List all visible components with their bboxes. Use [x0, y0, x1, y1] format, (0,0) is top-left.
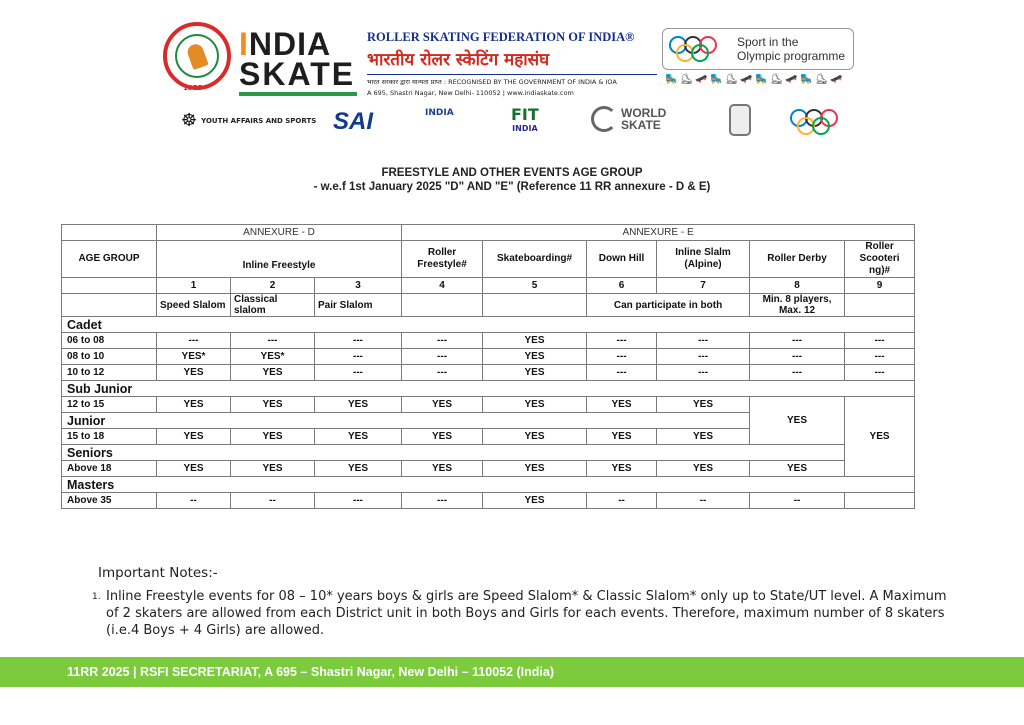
- scooter-merged-cell: YES: [845, 397, 915, 477]
- annexure-row: [62, 225, 915, 241]
- table-cell: YES*: [157, 349, 231, 365]
- table-cell: YES: [402, 429, 483, 445]
- brand-india: INDIA: [239, 26, 332, 62]
- table-cell: YES: [657, 429, 750, 445]
- national-emblem-icon: ☸: [181, 110, 198, 131]
- derby-players-note: Min. 8 players, Max. 12: [750, 294, 845, 317]
- olympic-programme-badge: [662, 28, 854, 70]
- table-cell: ---: [402, 493, 483, 509]
- group-row-masters: [62, 477, 915, 493]
- pair-slalom-header: Pair Slalom: [315, 294, 402, 317]
- skater-icon: 🛹: [785, 74, 798, 85]
- world-skate-logo: WORLD SKATE: [591, 106, 666, 132]
- speed-slalom-header: Speed Slalom: [157, 294, 231, 317]
- skater-icon: 🛹: [695, 74, 708, 85]
- table-cell: ---: [315, 349, 402, 365]
- table-cell: YES: [587, 461, 657, 477]
- skater-icon: 🛼: [800, 74, 813, 85]
- table-cell: ---: [402, 349, 483, 365]
- emblem-year: 1955: [183, 84, 203, 92]
- table-cell: YES: [483, 461, 587, 477]
- table-cell: --: [750, 493, 845, 509]
- table-cell: YES: [750, 461, 845, 477]
- table-cell: YES: [315, 461, 402, 477]
- fit-india-logo: FIT INDIA: [511, 105, 539, 133]
- table-cell: YES: [483, 333, 587, 349]
- brand-underline: [239, 92, 357, 96]
- olympic-text: Sport in the Olympic programme: [737, 35, 846, 63]
- table-cell: ---: [157, 333, 231, 349]
- olympic-rings-small-icon: [790, 108, 850, 136]
- col-number: 3: [315, 278, 402, 294]
- col-number: 6: [587, 278, 657, 294]
- group-label: Junior: [62, 413, 750, 429]
- group-row-seniors: [62, 445, 915, 461]
- table-cell: ---: [657, 365, 750, 381]
- skater-icon: 🛼: [755, 74, 768, 85]
- rsfi-emblem-icon: [163, 22, 231, 90]
- down-hill-header: Down Hill: [587, 241, 657, 278]
- table-cell: ---: [402, 333, 483, 349]
- table-cell: YES: [157, 461, 231, 477]
- footer-text: 11RR 2025 | RSFI SECRETARIAT, A 695 – Shastri Nagar, New Delhi – 110052 (India): [67, 665, 555, 679]
- col-number: 2: [231, 278, 315, 294]
- sub-header-row: [62, 294, 915, 317]
- group-label: Masters: [62, 477, 915, 493]
- world-skate-badge-icon: [729, 104, 751, 136]
- table-row: [62, 333, 915, 349]
- sport-pictograms: [665, 74, 851, 94]
- group-row-cadet: [62, 317, 915, 333]
- table-row: [62, 397, 915, 413]
- table-cell: YES: [483, 349, 587, 365]
- roller-freestyle-header: Roller Freestyle#: [402, 241, 483, 278]
- table-cell: ---: [750, 365, 845, 381]
- table-cell: YES: [231, 397, 315, 413]
- table-cell: ---: [845, 349, 915, 365]
- table-cell: YES: [402, 397, 483, 413]
- federation-name-hi: भारतीय रोलर स्केटिंग महासंघ: [367, 50, 550, 70]
- table-cell: YES: [657, 461, 750, 477]
- table-row: [62, 349, 915, 365]
- group-label: Seniors: [62, 445, 845, 461]
- table-cell: ---: [315, 365, 402, 381]
- col-number: 1: [157, 278, 231, 294]
- group-label: Cadet: [62, 317, 915, 333]
- partner-logos: [173, 104, 863, 144]
- brand-skate: SKATE: [239, 56, 356, 92]
- age-range: Above 35: [62, 493, 157, 509]
- table-cell: --: [231, 493, 315, 509]
- table-cell: YES: [157, 429, 231, 445]
- roller-scooter-header: Roller Scooteri ng)#: [845, 241, 915, 278]
- annexure-e-label: ANNEXURE - E: [402, 225, 915, 241]
- col-number: 7: [657, 278, 750, 294]
- roller-derby-header: Roller Derby: [750, 241, 845, 278]
- olympic-rings-icon: [669, 35, 731, 63]
- letterhead: [155, 14, 865, 154]
- table-cell: YES: [315, 429, 402, 445]
- table-cell: --: [657, 493, 750, 509]
- classical-slalom-header: Classical slalom: [231, 294, 315, 317]
- table-cell: ---: [750, 349, 845, 365]
- column-number-row: [62, 278, 915, 294]
- derby-merged-cell: YES: [750, 397, 845, 445]
- table-cell: ---: [315, 333, 402, 349]
- document-subtitle: - w.e.f 1st January 2025 "D" AND "E" (Reference 11 RR annexure - D & E): [313, 181, 711, 193]
- participate-both-note: Can participate in both: [587, 294, 750, 317]
- table-cell: ---: [402, 365, 483, 381]
- annexure-d-label: ANNEXURE - D: [157, 225, 402, 241]
- group-label: Sub Junior: [62, 381, 915, 397]
- table-cell: ---: [657, 333, 750, 349]
- table-cell: --: [157, 493, 231, 509]
- federation-block: [367, 30, 657, 97]
- india-skate-logo: [163, 22, 356, 104]
- document-title: FREESTYLE AND OTHER EVENTS AGE GROUP: [381, 167, 643, 179]
- table-cell: YES: [483, 397, 587, 413]
- age-range: 06 to 08: [62, 333, 157, 349]
- skater-icon: 🛼: [710, 74, 723, 85]
- age-group-table: [61, 224, 915, 509]
- skater-icon: ⛸: [770, 74, 783, 85]
- col-number: 9: [845, 278, 915, 294]
- skater-icon: 🛹: [830, 74, 843, 85]
- col-number: 8: [750, 278, 845, 294]
- table-cell: YES: [657, 397, 750, 413]
- age-range: 12 to 15: [62, 397, 157, 413]
- footer-bar: [0, 657, 1024, 687]
- notes-heading: Important Notes:-: [98, 565, 218, 581]
- table-row: [62, 493, 915, 509]
- table-cell: YES: [231, 365, 315, 381]
- note-item: [92, 588, 952, 639]
- table-cell: ---: [231, 333, 315, 349]
- table-cell: YES: [402, 461, 483, 477]
- table-cell: YES: [587, 429, 657, 445]
- ministry-logo: ☸ YOUTH AFFAIRS AND SPORTS: [181, 110, 317, 131]
- table-row: [62, 365, 915, 381]
- inline-freestyle-header: Inline Freestyle: [157, 241, 402, 278]
- table-row: [62, 461, 915, 477]
- skateboarding-header: Skateboarding#: [483, 241, 587, 278]
- table-cell: YES: [483, 493, 587, 509]
- note-number: 1.: [92, 592, 101, 602]
- table-cell: ---: [657, 349, 750, 365]
- federation-address: A 695, Shastri Nagar, New Delhi- 110052 | www.indiaskate.com: [367, 89, 574, 97]
- skater-icon: 🛹: [740, 74, 753, 85]
- age-group-header: AGE GROUP: [62, 241, 157, 278]
- skater-icon: 🛼: [665, 74, 678, 85]
- table-cell: ---: [845, 333, 915, 349]
- table-cell: --: [587, 493, 657, 509]
- age-range: Above 18: [62, 461, 157, 477]
- table-cell: YES: [157, 365, 231, 381]
- skater-icon: ⛸: [680, 74, 693, 85]
- recognition-text: भारत सरकार द्वारा मान्यता प्राप्त : RECOGNISED BY THE GOVERNMENT OF INDIA & IOA: [367, 74, 657, 86]
- col-number: 5: [483, 278, 587, 294]
- world-skate-mark-icon: [591, 106, 617, 132]
- table-cell: YES*: [231, 349, 315, 365]
- table-cell: YES: [231, 429, 315, 445]
- age-range: 10 to 12: [62, 365, 157, 381]
- table-cell: YES: [157, 397, 231, 413]
- group-row-sub-junior: [62, 381, 915, 397]
- table-cell: ---: [587, 365, 657, 381]
- india-olympic-logo: INDIA: [425, 108, 454, 118]
- table-cell: YES: [315, 397, 402, 413]
- skater-icon: ⛸: [815, 74, 828, 85]
- table-cell: ---: [845, 365, 915, 381]
- table-cell: YES: [231, 461, 315, 477]
- note-text: Inline Freestyle events for 08 – 10* years boys & girls are Speed Slalom* & Classic Slalom* only up to State/UT level. A Maximum of 2 skaters are allowed from each District unit in both Boys and Girls for each events. Therefore, maximum number of 8 skaters (i.e.4 Boys + 4 Girls) are allowed.: [106, 589, 947, 638]
- table-cell: ---: [587, 333, 657, 349]
- col-number: 4: [402, 278, 483, 294]
- table-cell: YES: [483, 429, 587, 445]
- table-cell: [845, 493, 915, 509]
- table-cell: ---: [587, 349, 657, 365]
- inline-slalm-header: Inline Slalm (Alpine): [657, 241, 750, 278]
- table-cell: ---: [315, 493, 402, 509]
- sai-logo: SAI: [333, 108, 374, 135]
- table-cell: ---: [750, 333, 845, 349]
- table-cell: YES: [587, 397, 657, 413]
- age-range: 08 to 10: [62, 349, 157, 365]
- federation-name-en: ROLLER SKATING FEDERATION OF INDIA®: [367, 30, 635, 44]
- header-row: [62, 241, 915, 278]
- table-cell: YES: [483, 365, 587, 381]
- age-range: 15 to 18: [62, 429, 157, 445]
- skater-icon: ⛸: [725, 74, 738, 85]
